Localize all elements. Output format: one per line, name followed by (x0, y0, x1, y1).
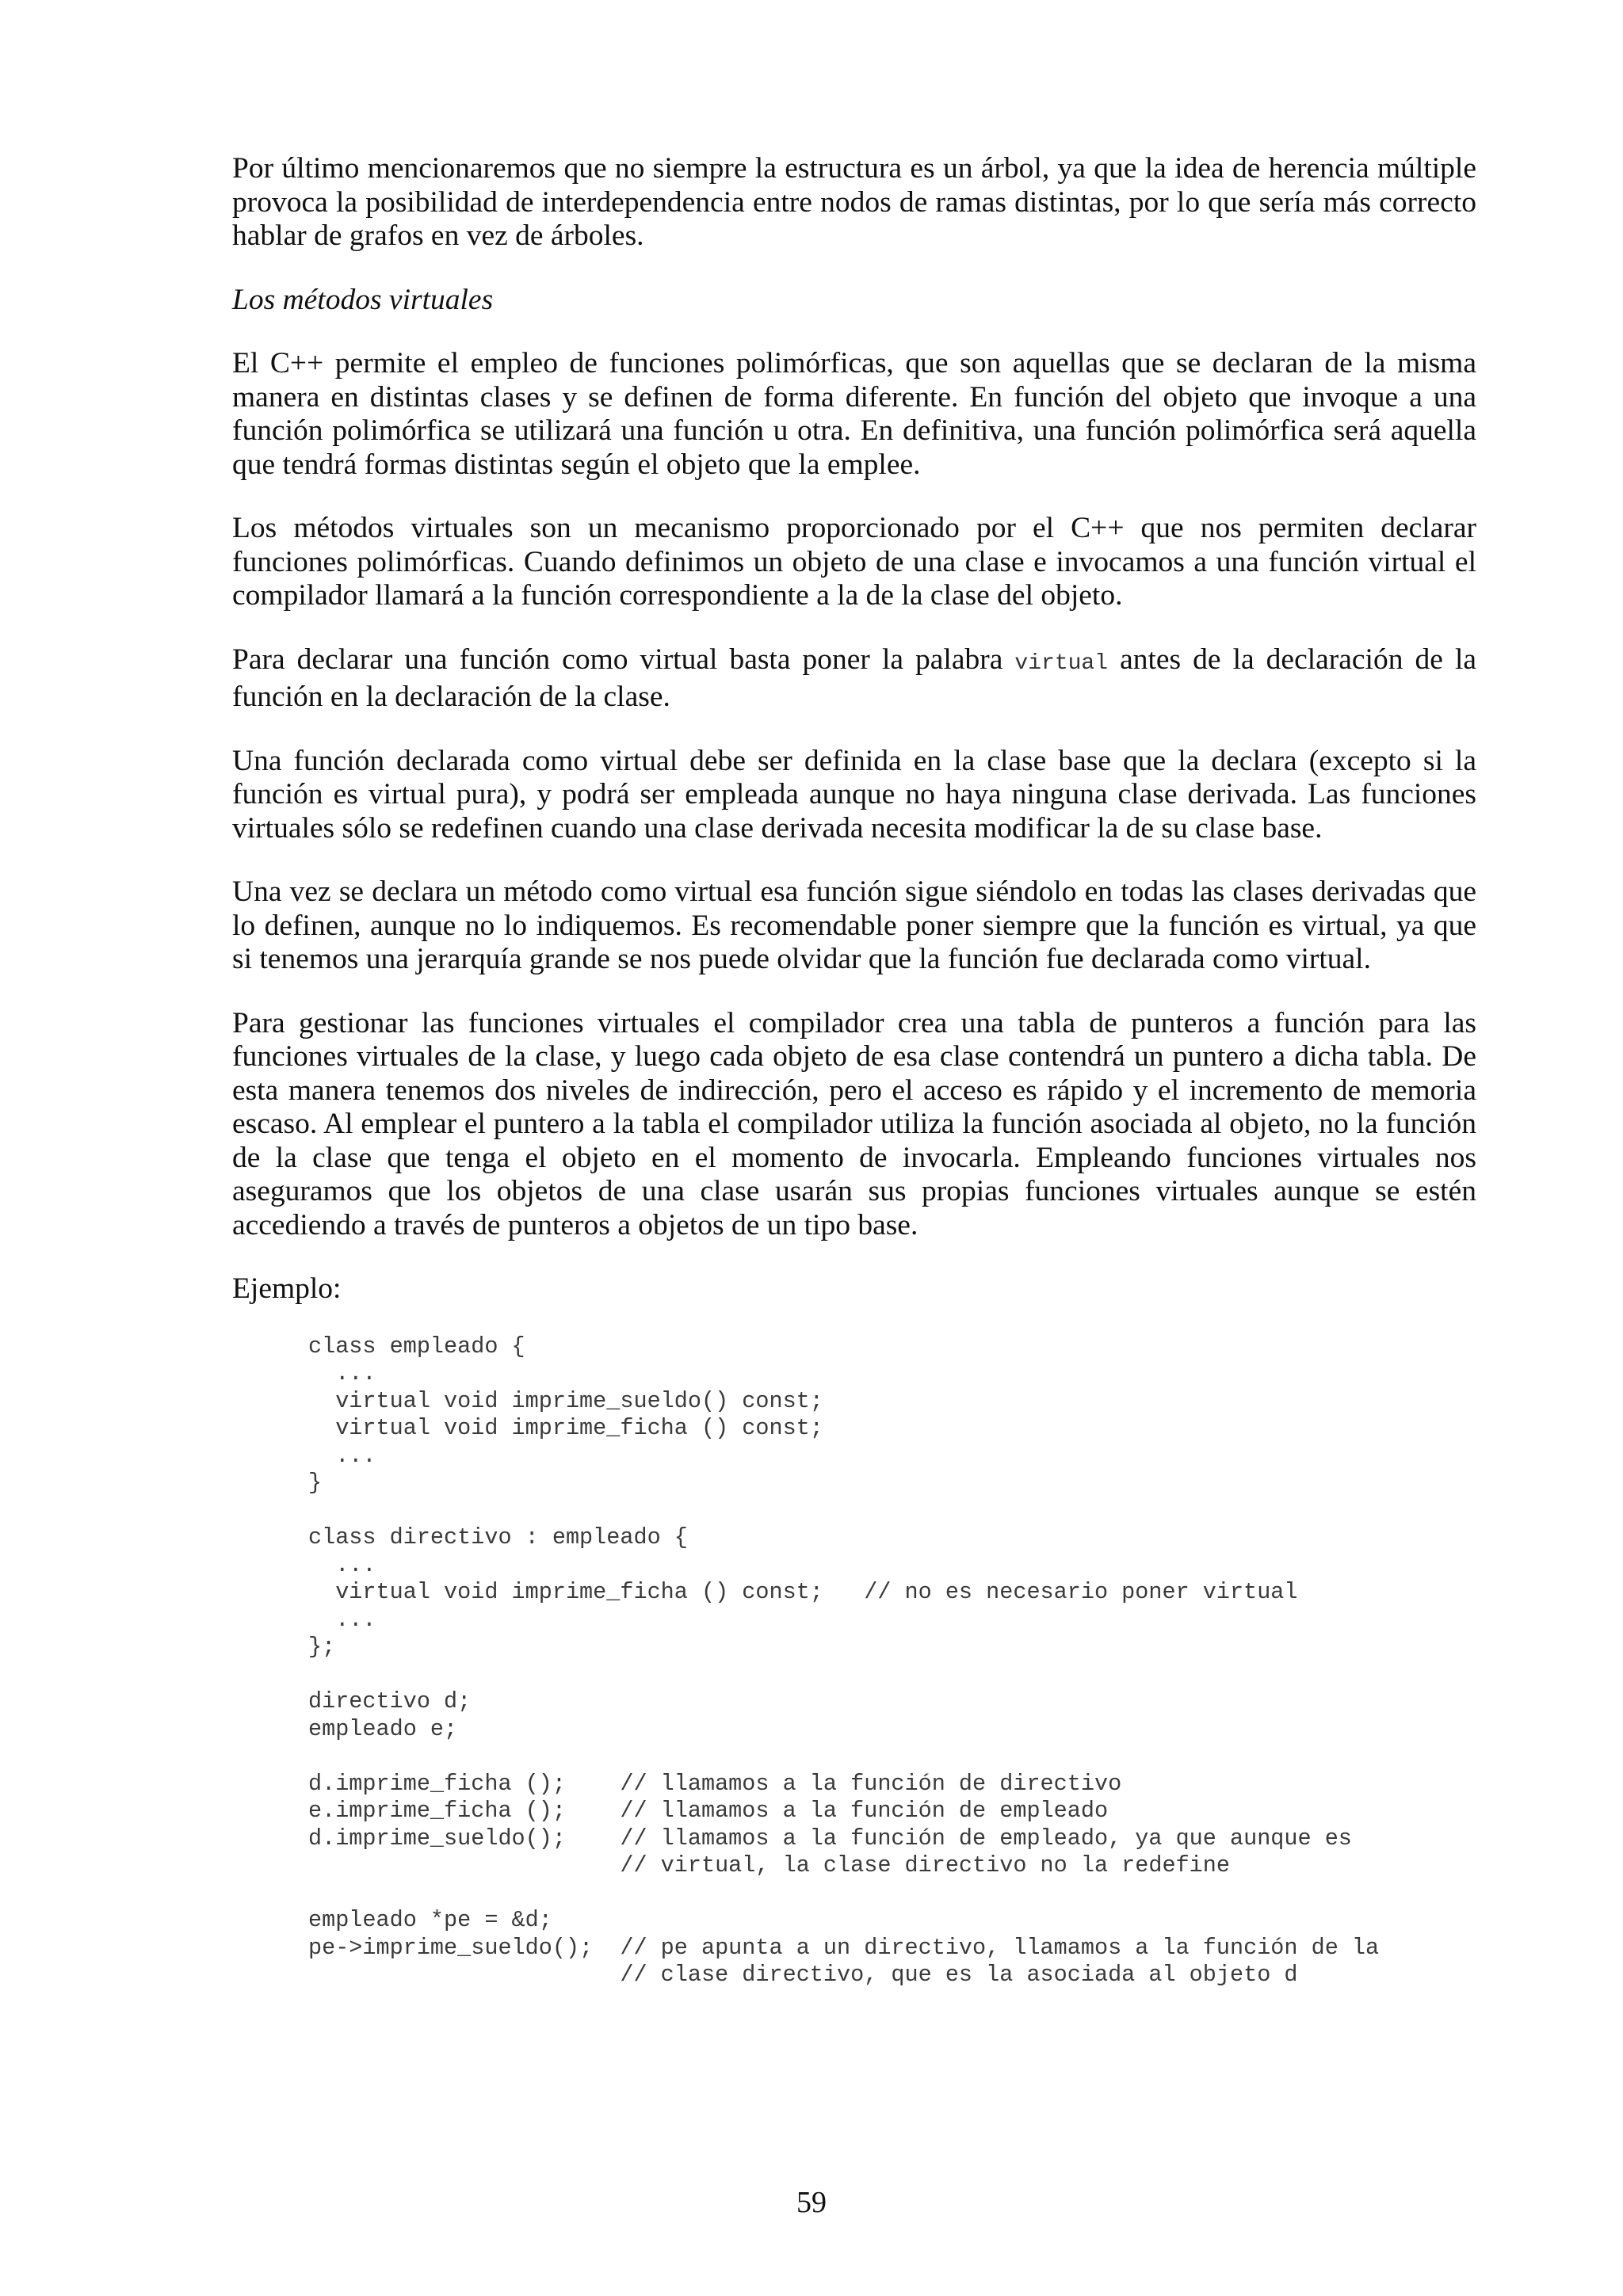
code-line: }; (308, 1634, 336, 1660)
example-label: Ejemplo: (232, 1272, 342, 1305)
code-line: virtual void imprime_ficha () const; // no es necesario poner virtual (308, 1579, 1298, 1605)
paragraph-text: Para declarar una función como virtual basta poner la palabra (232, 643, 1015, 676)
code-line (308, 1661, 1476, 1689)
code-line: class empleado { (308, 1333, 525, 1360)
code-line: empleado e; (308, 1715, 458, 1742)
page-content (232, 152, 1476, 1989)
section-heading-metodos-virtuales: Los métodos virtuales (232, 283, 494, 316)
paragraph-text: antes de la declaración de la función en la declaración de la clase. (232, 643, 1477, 713)
code-line (308, 1880, 1476, 1908)
code-line: virtual void imprime_ficha () const; (308, 1415, 823, 1441)
code-line: d.imprime_sueldo(); // llamamos a la función de empleado, ya que aunque es (308, 1825, 1352, 1852)
code-line: } (308, 1470, 323, 1496)
code-line: ... (308, 1551, 376, 1578)
code-line: ... (308, 1442, 376, 1469)
code-line: d.imprime_ficha (); // llamamos a la función de directivo (308, 1770, 1122, 1797)
paragraph-mecanismo-virtual: Los métodos virtuales son un mecanismo proporcionado por el C++ que nos permiten declarar funciones polimórficas. Cuando definimos un objeto de una clase e invocamos a una función virtual el compilador llamará a la función correspondiente a la de la clase del objeto. (232, 512, 1476, 612)
code-line: directivo d; (308, 1688, 472, 1714)
code-line: virtual void imprime_sueldo() const; (308, 1387, 823, 1414)
code-line: e.imprime_ficha (); // llamamos a la función de empleado (308, 1798, 1109, 1824)
paragraph-definicion-clase-base: Una función declarada como virtual debe ser definida en la clase base que la declara (excepto si la función es virtual pura), y podrá ser empleada aunque no haya ninguna clase derivada. Las funciones virtuales sólo se redefinen cuando una clase derivada necesita modificar la de su clase base. (232, 744, 1476, 845)
page-number: 59 (796, 2186, 827, 2219)
code-line: ... (308, 1360, 376, 1386)
paragraph-tabla-punteros: Para gestionar las funciones virtuales el compilador crea una tabla de punteros a función para las funciones virtuales de la clase, y luego cada objeto de esa clase contendrá un puntero a dicha tabla. De esta manera tenemos dos niveles de indirección, pero el acceso es rápido y el incremento de memoria escaso. Al emplear el puntero a la tabla el compilador utiliza la función asociada al objeto, no la función de la clase que tenga el objeto en el momento de invocarla. Empleando funciones virtuales nos aseguramos que los objetos de una clase usarán sus propias funciones virtuales aunque se estén accediendo a través de punteros a objetos de un tipo base. (232, 1006, 1476, 1241)
code-line: ... (308, 1606, 376, 1633)
code-line: // virtual, la clase directivo no la redefine (308, 1852, 1230, 1878)
inline-code-virtual: virtual (1014, 650, 1109, 676)
code-line: empleado *pe = &d; (308, 1907, 552, 1933)
paragraph-funciones-polimorficas: El C++ permite el empleo de funciones polimórficas, que son aquellas que se declaran de la misma manera en distintas clases y se definen de forma diferente. En función del objeto que invoque a una función polimórfica se utilizará una función u otra. En definitiva, una función polimórfica será aquella que tendrá formas distintas según el objeto que la emplee. (232, 347, 1476, 481)
paragraph-herencia-virtual: Una vez se declara un método como virtual esa función sigue siéndolo en todas las clases derivadas que lo definen, aunque no lo indiquemos. Es recomendable poner siempre que la función es virtual, ya que si tenemos una jerarquía grande se nos puede olvidar que la función fue declarada como virtual. (232, 875, 1476, 975)
code-line (308, 1497, 1476, 1525)
code-line: // clase directivo, que es la asociada al objeto d (308, 1962, 1298, 1988)
paragraph-declarar-virtual (232, 643, 1476, 715)
code-line (308, 1743, 1476, 1771)
paragraph-herencia-multiple: Por último mencionaremos que no siempre la estructura es un árbol, ya que la idea de herencia múltiple provoca la posibilidad de interdependencia entre nodos de ramas distintas, por lo que sería más correcto hablar de grafos en vez de árboles. (232, 152, 1476, 252)
code-line: class directivo : empleado { (308, 1524, 688, 1550)
code-line: pe->imprime_sueldo(); // pe apunta a un directivo, llamamos a la función de la (308, 1934, 1380, 1961)
code-example (308, 1333, 1476, 1989)
